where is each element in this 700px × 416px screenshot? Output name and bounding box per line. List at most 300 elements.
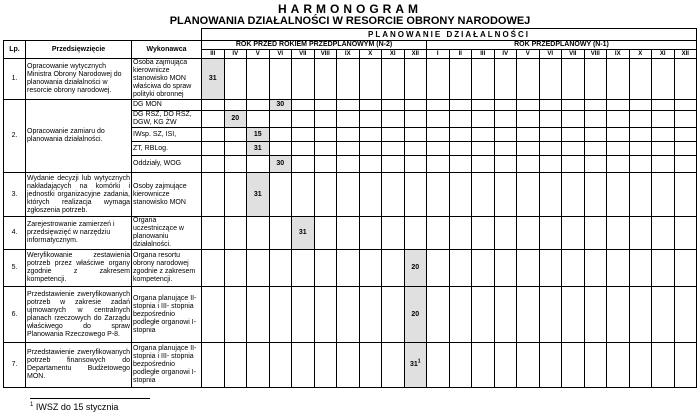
deadline-cell <box>404 287 427 343</box>
month-cell <box>449 128 472 142</box>
month-cell <box>224 142 247 156</box>
month-cell <box>584 100 607 111</box>
month-cell <box>314 343 337 388</box>
deadline-day: 31 <box>253 144 262 152</box>
month-cell <box>674 173 697 217</box>
schedule-table <box>3 28 697 388</box>
month-cell <box>517 59 540 100</box>
month-cell <box>314 100 337 111</box>
month-cell <box>494 217 517 250</box>
month-cell <box>562 142 585 156</box>
month-cell <box>427 173 450 217</box>
executor-cell: Organa planujące II- stopnia i III- stopnia bezpośrednio podległe organowi I- stopnia <box>132 343 202 388</box>
month-cell <box>607 128 630 142</box>
month-cell <box>652 173 675 217</box>
month-cell <box>427 156 450 173</box>
month-cell <box>607 250 630 287</box>
month-cell <box>359 173 382 217</box>
month-cell <box>472 59 495 100</box>
month-cell <box>224 173 247 217</box>
deadline-cell <box>292 217 315 250</box>
deadline-day: 31 <box>208 75 217 82</box>
month-header: XII <box>674 50 697 59</box>
month-cell <box>607 142 630 156</box>
month-header: VIII <box>584 50 607 59</box>
deadline-day: 20 <box>411 264 420 271</box>
month-cell <box>562 250 585 287</box>
month-cell <box>202 100 225 111</box>
executor-cell: DG RSZ, DO RSZ, DGW, KG ŻW <box>132 111 202 128</box>
month-cell <box>674 250 697 287</box>
deadline-day: 20 <box>411 310 420 318</box>
month-cell <box>224 156 247 173</box>
month-cell <box>202 217 225 250</box>
month-cell <box>337 156 360 173</box>
month-header: III <box>202 50 225 59</box>
month-cell <box>607 59 630 100</box>
month-cell <box>494 173 517 217</box>
month-cell <box>652 250 675 287</box>
month-cell <box>584 59 607 100</box>
month-cell <box>427 343 450 388</box>
month-cell <box>472 287 495 343</box>
executor-cell: DG MON <box>132 100 202 111</box>
footnote-ref: 1 <box>417 358 421 365</box>
month-cell <box>629 100 652 111</box>
executor-cell: Osoby zajmujące kierownicze stanowisko MON <box>132 173 202 217</box>
month-cell <box>292 156 315 173</box>
month-cell <box>359 250 382 287</box>
month-cell <box>269 59 292 100</box>
document-subtitle: PLANOWANIA DZIAŁALNOŚCI W RESORCIE OBRONY NARODOWEJ <box>169 15 531 27</box>
deadline-day: 31 <box>253 190 262 198</box>
month-cell <box>314 142 337 156</box>
month-cell <box>674 128 697 142</box>
month-cell <box>472 128 495 142</box>
month-cell <box>292 59 315 100</box>
month-header: X <box>359 50 382 59</box>
month-header: IV <box>494 50 517 59</box>
month-cell <box>674 111 697 128</box>
month-cell <box>517 173 540 217</box>
month-cell <box>584 156 607 173</box>
month-cell <box>359 59 382 100</box>
month-cell <box>472 343 495 388</box>
month-cell <box>539 142 562 156</box>
month-header: V <box>247 50 270 59</box>
month-cell <box>247 156 270 173</box>
month-header: XI <box>652 50 675 59</box>
month-cell <box>472 217 495 250</box>
month-cell <box>337 142 360 156</box>
deadline-day: 31 <box>409 361 418 368</box>
month-cell <box>494 142 517 156</box>
plan-header: PLANOWANIE DZIAŁALNOŚCI <box>202 29 697 41</box>
month-cell <box>584 217 607 250</box>
month-cell <box>314 173 337 217</box>
month-cell <box>269 250 292 287</box>
month-cell <box>629 128 652 142</box>
month-cell <box>247 217 270 250</box>
month-cell <box>269 111 292 128</box>
month-cell <box>517 343 540 388</box>
month-cell <box>562 59 585 100</box>
month-cell <box>472 173 495 217</box>
month-cell <box>472 156 495 173</box>
month-cell <box>337 128 360 142</box>
deadline-cell <box>202 59 225 100</box>
executor-header: Wykonawca <box>132 41 202 59</box>
month-header: V <box>517 50 540 59</box>
month-header: XI <box>382 50 405 59</box>
month-cell <box>404 128 427 142</box>
deadline-cell <box>269 100 292 111</box>
month-cell <box>202 128 225 142</box>
month-cell <box>562 100 585 111</box>
month-cell <box>427 100 450 111</box>
month-cell <box>382 128 405 142</box>
month-cell <box>539 173 562 217</box>
month-header: VI <box>539 50 562 59</box>
month-cell <box>202 250 225 287</box>
month-cell <box>382 287 405 343</box>
month-cell <box>404 142 427 156</box>
month-cell <box>584 287 607 343</box>
month-cell <box>359 128 382 142</box>
executor-cell: Organa planujące II- stopnia i III- stopnia bezpośrednio podległe organowi I- stopnia <box>132 287 202 343</box>
row-number: 1. <box>4 59 26 100</box>
month-cell <box>314 250 337 287</box>
deadline-cell <box>247 173 270 217</box>
month-cell <box>494 128 517 142</box>
month-cell <box>247 343 270 388</box>
month-cell <box>517 128 540 142</box>
executor-cell: IWsp. SZ, ISI, <box>132 128 202 142</box>
month-cell <box>269 128 292 142</box>
deadline-cell <box>224 111 247 128</box>
deadline-day: 20 <box>231 115 240 122</box>
month-cell <box>494 111 517 128</box>
month-cell <box>629 250 652 287</box>
month-cell <box>247 111 270 128</box>
month-cell <box>427 128 450 142</box>
month-cell <box>247 59 270 100</box>
deadline-cell <box>247 142 270 156</box>
month-cell <box>449 287 472 343</box>
month-cell <box>652 128 675 142</box>
month-cell <box>247 250 270 287</box>
table-row <box>4 343 697 388</box>
month-cell <box>449 217 472 250</box>
month-cell <box>202 343 225 388</box>
month-cell <box>359 343 382 388</box>
month-cell <box>652 343 675 388</box>
month-cell <box>562 173 585 217</box>
month-header: VII <box>562 50 585 59</box>
month-cell <box>314 156 337 173</box>
month-cell <box>292 287 315 343</box>
month-cell <box>337 59 360 100</box>
month-cell <box>494 156 517 173</box>
month-cell <box>449 250 472 287</box>
month-cell <box>427 217 450 250</box>
row-number: 7. <box>4 343 26 388</box>
month-cell <box>292 128 315 142</box>
month-cell <box>562 343 585 388</box>
group-header-n2: ROK PRZED ROKIEM PRZEDPLANOWYM (N-2) <box>202 41 427 50</box>
month-cell <box>517 287 540 343</box>
month-cell <box>517 250 540 287</box>
month-cell <box>404 111 427 128</box>
month-cell <box>337 250 360 287</box>
month-cell <box>314 59 337 100</box>
month-cell <box>202 287 225 343</box>
deadline-day: 30 <box>276 101 285 108</box>
month-cell <box>652 142 675 156</box>
month-cell <box>449 173 472 217</box>
month-cell <box>539 111 562 128</box>
month-cell <box>269 217 292 250</box>
month-cell <box>404 156 427 173</box>
footnote-text: IWSZ do 15 stycznia <box>35 402 119 412</box>
month-cell <box>427 59 450 100</box>
footnote-marker: 1 <box>30 402 34 408</box>
month-cell <box>449 156 472 173</box>
month-header: III <box>472 50 495 59</box>
month-cell <box>539 250 562 287</box>
month-header: I <box>427 50 450 59</box>
month-cell <box>337 343 360 388</box>
month-cell <box>562 111 585 128</box>
month-cell <box>674 343 697 388</box>
month-cell <box>449 142 472 156</box>
activity-cell: Przedstawienie zweryfikowanych potrzeb w zakresie zadań ujmowanych w centralnych planach rzeczowych do Zarządu właściwego do spraw Planowania Rzeczowego P-8. <box>26 287 132 343</box>
deadline-cell <box>404 343 427 388</box>
month-cell <box>539 100 562 111</box>
row-number: 2. <box>4 100 26 173</box>
month-cell <box>539 156 562 173</box>
activity-cell: Zarejestrowanie zamierzeń i przedsięwzięć w narzędziu informatycznym. <box>26 217 132 250</box>
month-cell <box>382 59 405 100</box>
month-header: XII <box>404 50 427 59</box>
month-cell <box>629 343 652 388</box>
month-header: II <box>449 50 472 59</box>
month-cell <box>224 287 247 343</box>
month-cell <box>449 100 472 111</box>
month-cell <box>202 142 225 156</box>
month-cell <box>494 287 517 343</box>
month-cell <box>629 59 652 100</box>
month-cell <box>292 142 315 156</box>
row-number: 6. <box>4 287 26 343</box>
footnote-separator <box>30 398 150 399</box>
month-cell <box>652 111 675 128</box>
month-cell <box>359 142 382 156</box>
blank-corner <box>4 29 202 41</box>
month-cell <box>607 287 630 343</box>
month-cell <box>404 173 427 217</box>
month-cell <box>359 111 382 128</box>
month-cell <box>652 217 675 250</box>
month-cell <box>472 100 495 111</box>
month-cell <box>607 343 630 388</box>
month-cell <box>674 100 697 111</box>
executor-cell: Organa uczestniczące w planowaniu działalności. <box>132 217 202 250</box>
month-cell <box>629 217 652 250</box>
month-cell <box>449 343 472 388</box>
month-header: IX <box>607 50 630 59</box>
month-cell <box>427 142 450 156</box>
month-cell <box>269 287 292 343</box>
month-cell <box>427 287 450 343</box>
month-cell <box>292 111 315 128</box>
month-cell <box>517 217 540 250</box>
month-cell <box>292 343 315 388</box>
month-cell <box>652 59 675 100</box>
month-cell <box>674 217 697 250</box>
table-row <box>4 287 697 343</box>
deadline-cell <box>269 156 292 173</box>
month-cell <box>607 217 630 250</box>
month-cell <box>494 343 517 388</box>
month-cell <box>382 100 405 111</box>
month-cell <box>427 111 450 128</box>
month-cell <box>224 217 247 250</box>
deadline-cell <box>247 128 270 142</box>
executor-cell: Osoba zajmująca kierownicze stanowisko MON właściwa do spraw polityki obronnej <box>132 59 202 100</box>
month-cell <box>584 173 607 217</box>
month-cell <box>202 111 225 128</box>
month-header: IX <box>337 50 360 59</box>
activity-cell: Weryfikowanie zestawienia potrzeb przez właściwe organy zgodnie z zakresem kompetencji. <box>26 250 132 287</box>
month-cell <box>314 111 337 128</box>
month-cell <box>472 142 495 156</box>
month-cell <box>584 250 607 287</box>
document-title: HARMONOGRAM <box>278 2 422 16</box>
month-header: VII <box>292 50 315 59</box>
month-header: X <box>629 50 652 59</box>
month-cell <box>517 100 540 111</box>
month-cell <box>337 100 360 111</box>
month-cell <box>202 156 225 173</box>
executor-cell: Oddziały, WOG <box>132 156 202 173</box>
month-cell <box>607 100 630 111</box>
activity-cell: Przedstawienie zweryfikowanych potrzeb finansowych do Departamentu Budżetowego MON. <box>26 343 132 388</box>
deadline-cell <box>404 250 427 287</box>
month-cell <box>314 217 337 250</box>
month-cell <box>607 111 630 128</box>
month-cell <box>607 156 630 173</box>
lp-header: Lp. <box>4 41 26 59</box>
month-cell <box>674 142 697 156</box>
month-cell <box>382 156 405 173</box>
month-cell <box>652 287 675 343</box>
month-cell <box>292 173 315 217</box>
month-cell <box>674 156 697 173</box>
month-cell <box>674 287 697 343</box>
month-cell <box>472 250 495 287</box>
month-cell <box>404 217 427 250</box>
month-cell <box>584 343 607 388</box>
group-header-n1: ROK PRZEDPLANOWY (N-1) <box>427 41 697 50</box>
month-cell <box>404 59 427 100</box>
month-cell <box>314 287 337 343</box>
month-cell <box>359 217 382 250</box>
month-cell <box>382 142 405 156</box>
table-row <box>4 100 697 111</box>
month-cell <box>269 173 292 217</box>
table-row <box>4 250 697 287</box>
month-cell <box>674 59 697 100</box>
month-cell <box>539 287 562 343</box>
month-cell <box>359 100 382 111</box>
month-cell <box>449 59 472 100</box>
table-row <box>4 217 697 250</box>
month-cell <box>539 343 562 388</box>
month-cell <box>517 111 540 128</box>
month-cell <box>382 343 405 388</box>
month-cell <box>494 59 517 100</box>
month-cell <box>652 156 675 173</box>
month-cell <box>539 128 562 142</box>
deadline-day: 15 <box>253 130 262 138</box>
month-cell <box>269 343 292 388</box>
month-cell <box>517 142 540 156</box>
month-cell <box>337 111 360 128</box>
month-cell <box>584 128 607 142</box>
month-cell <box>562 217 585 250</box>
month-cell <box>337 173 360 217</box>
month-cell <box>427 250 450 287</box>
month-cell <box>584 111 607 128</box>
month-cell <box>539 217 562 250</box>
month-header: VI <box>269 50 292 59</box>
month-cell <box>359 156 382 173</box>
executor-cell: Organa resortu obrony narodowej zgodnie z zakresem kompetencji. <box>132 250 202 287</box>
table-row <box>4 59 697 100</box>
executor-cell: ZT, RBLog. <box>132 142 202 156</box>
month-cell <box>202 173 225 217</box>
activity-cell: Opracowanie zamiaru do planowania działalności. <box>26 100 132 173</box>
activity-cell: Opracowanie wytycznych Ministra Obrony Narodowej do planowania działalności w resorcie obrony narodowej. <box>26 59 132 100</box>
deadline-day: 30 <box>276 160 285 167</box>
month-cell <box>224 128 247 142</box>
month-cell <box>382 111 405 128</box>
row-number: 3. <box>4 173 26 217</box>
month-cell <box>292 250 315 287</box>
month-cell <box>562 128 585 142</box>
month-cell <box>382 250 405 287</box>
month-cell <box>224 343 247 388</box>
table-row <box>4 173 697 217</box>
month-cell <box>562 156 585 173</box>
month-cell <box>382 173 405 217</box>
month-cell <box>629 142 652 156</box>
month-cell <box>629 287 652 343</box>
month-cell <box>337 217 360 250</box>
row-number: 4. <box>4 217 26 250</box>
month-cell <box>404 100 427 111</box>
month-cell <box>359 287 382 343</box>
deadline-day: 31 <box>298 229 307 236</box>
month-header: IV <box>224 50 247 59</box>
month-cell <box>539 59 562 100</box>
footnote <box>30 402 118 412</box>
month-cell <box>337 287 360 343</box>
month-cell <box>494 250 517 287</box>
month-cell <box>292 100 315 111</box>
month-cell <box>224 100 247 111</box>
